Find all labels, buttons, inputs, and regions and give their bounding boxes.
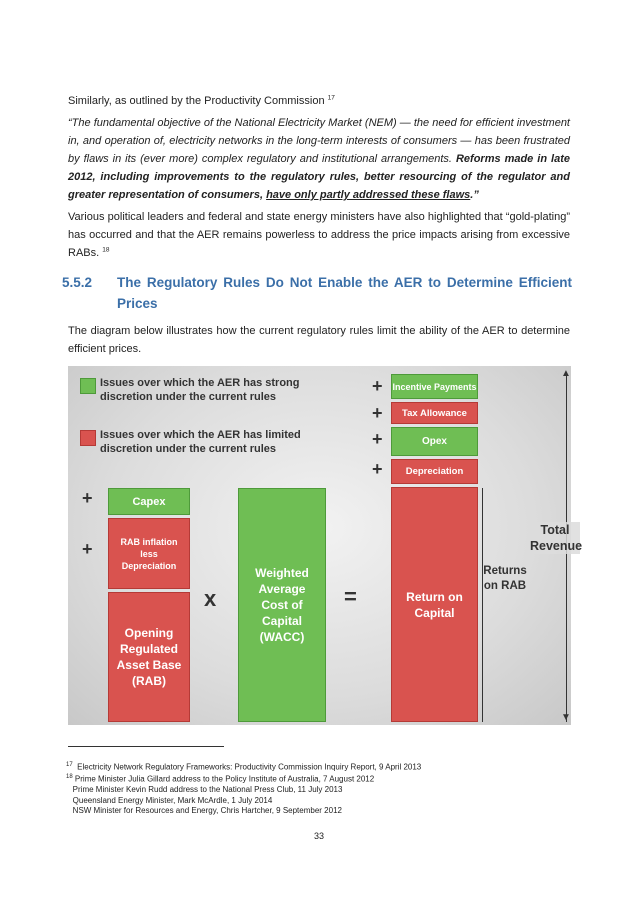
footnote-18-line3: Queensland Energy Minister, Mark McArdle, 1 July 2014: [72, 795, 273, 805]
arrow-down-icon: ▼: [561, 712, 571, 723]
legend-green-swatch: [80, 378, 96, 394]
returns-brace-line: [482, 488, 483, 722]
section-title: The Regulatory Rules Do Not Enable the AER to Determine Efficient Prices: [117, 275, 572, 311]
footnote-17-ref: 17: [66, 762, 73, 768]
plus-rab-inflation: +: [82, 539, 93, 559]
footnote-18-ref: 18: [66, 774, 73, 780]
footnote-18-line1: Prime Minister Julia Gillard address to the Policy Institute of Australia, 7 August 2012: [74, 774, 375, 784]
rab-inflation-box: RAB inflation less Depreciation: [108, 518, 190, 589]
footnote-rule: [68, 746, 224, 747]
diagram-intro-paragraph: [68, 322, 570, 358]
gold-plating-paragraph: [68, 208, 570, 262]
returns-on-rab-label: Returns on RAB: [483, 565, 527, 592]
opex-box: Opex: [391, 427, 478, 456]
incentive-payments-box: Incentive Payments: [391, 374, 478, 399]
capex-box: Capex: [108, 488, 190, 515]
footnote-17-text: Electricity Network Regulatory Frameworks: Productivity Commission Inquiry Report, 9 April 2013: [77, 762, 422, 772]
wacc-box: Weighted Average Cost of Capital (WACC): [238, 488, 326, 722]
footnote-18: [66, 772, 374, 817]
total-revenue-label: Total Revenue: [530, 523, 583, 553]
legend-green-text: Issues over which the AER has strong discretion under the current rules: [100, 377, 300, 403]
plus-opex: +: [372, 429, 383, 449]
footnote-ref-18: 18: [102, 246, 110, 254]
times-symbol: x: [204, 586, 217, 611]
footnote-ref-17: 17: [327, 94, 335, 102]
quote-underlined: have only partly addressed these flaws: [266, 189, 471, 201]
depreciation-box: Depreciation: [391, 459, 478, 484]
commission-quote: [68, 114, 570, 204]
regulatory-diagram: [68, 366, 583, 725]
page-number: 33: [313, 831, 324, 841]
section-number: 5.5.2: [62, 275, 93, 290]
plus-incentive: +: [372, 376, 383, 396]
legend-red-swatch: [80, 430, 96, 446]
return-on-capital-box: Return on Capital: [391, 487, 478, 722]
opening-rab-box: Opening Regulated Asset Base (RAB): [108, 592, 190, 722]
quote-bold: Reforms made in late 2012, including improvements to the regulatory rules, better resourcing of the regulator and greater representation of consumers,: [68, 153, 570, 201]
intro-paragraph: [68, 92, 570, 110]
quote-end: .”: [470, 189, 479, 201]
tax-allowance-box: Tax Allowance: [391, 402, 478, 424]
quote-part1: “The fundamental objective of the National Electricity Market (NEM) — the need for efficient investment in, and operation of, electricity networks in the long-term interests of consumers — has been frustrated by flaws in its (ever more) complex regulatory and institutional arrangements.: [68, 117, 570, 165]
para3-text: The diagram below illustrates how the current regulatory rules limit the ability of the AER to determine efficient prices.: [68, 325, 570, 355]
equals-symbol: =: [344, 584, 357, 609]
plus-capex: +: [82, 488, 93, 508]
para2-text: Various political leaders and federal and state energy ministers have also highlighted that “gold-plating” has occurred and that the AER remains powerless to address the price impacts arising from excessive RABs.: [68, 211, 570, 259]
intro-text: Similarly, as outlined by the Productivity Commission: [68, 95, 325, 107]
footnote-18-line4: NSW Minister for Resources and Energy, Chris Hartcher, 9 September 2012: [72, 806, 342, 816]
plus-depreciation: +: [372, 459, 383, 479]
legend-red-text: Issues over which the AER has limited discretion under the current rules: [100, 429, 301, 455]
arrow-up-icon: ▲: [561, 368, 571, 379]
footnote-18-line2: Prime Minister Kevin Rudd address to the National Press Club, 11 July 2013: [72, 785, 343, 795]
plus-tax: +: [372, 403, 383, 423]
